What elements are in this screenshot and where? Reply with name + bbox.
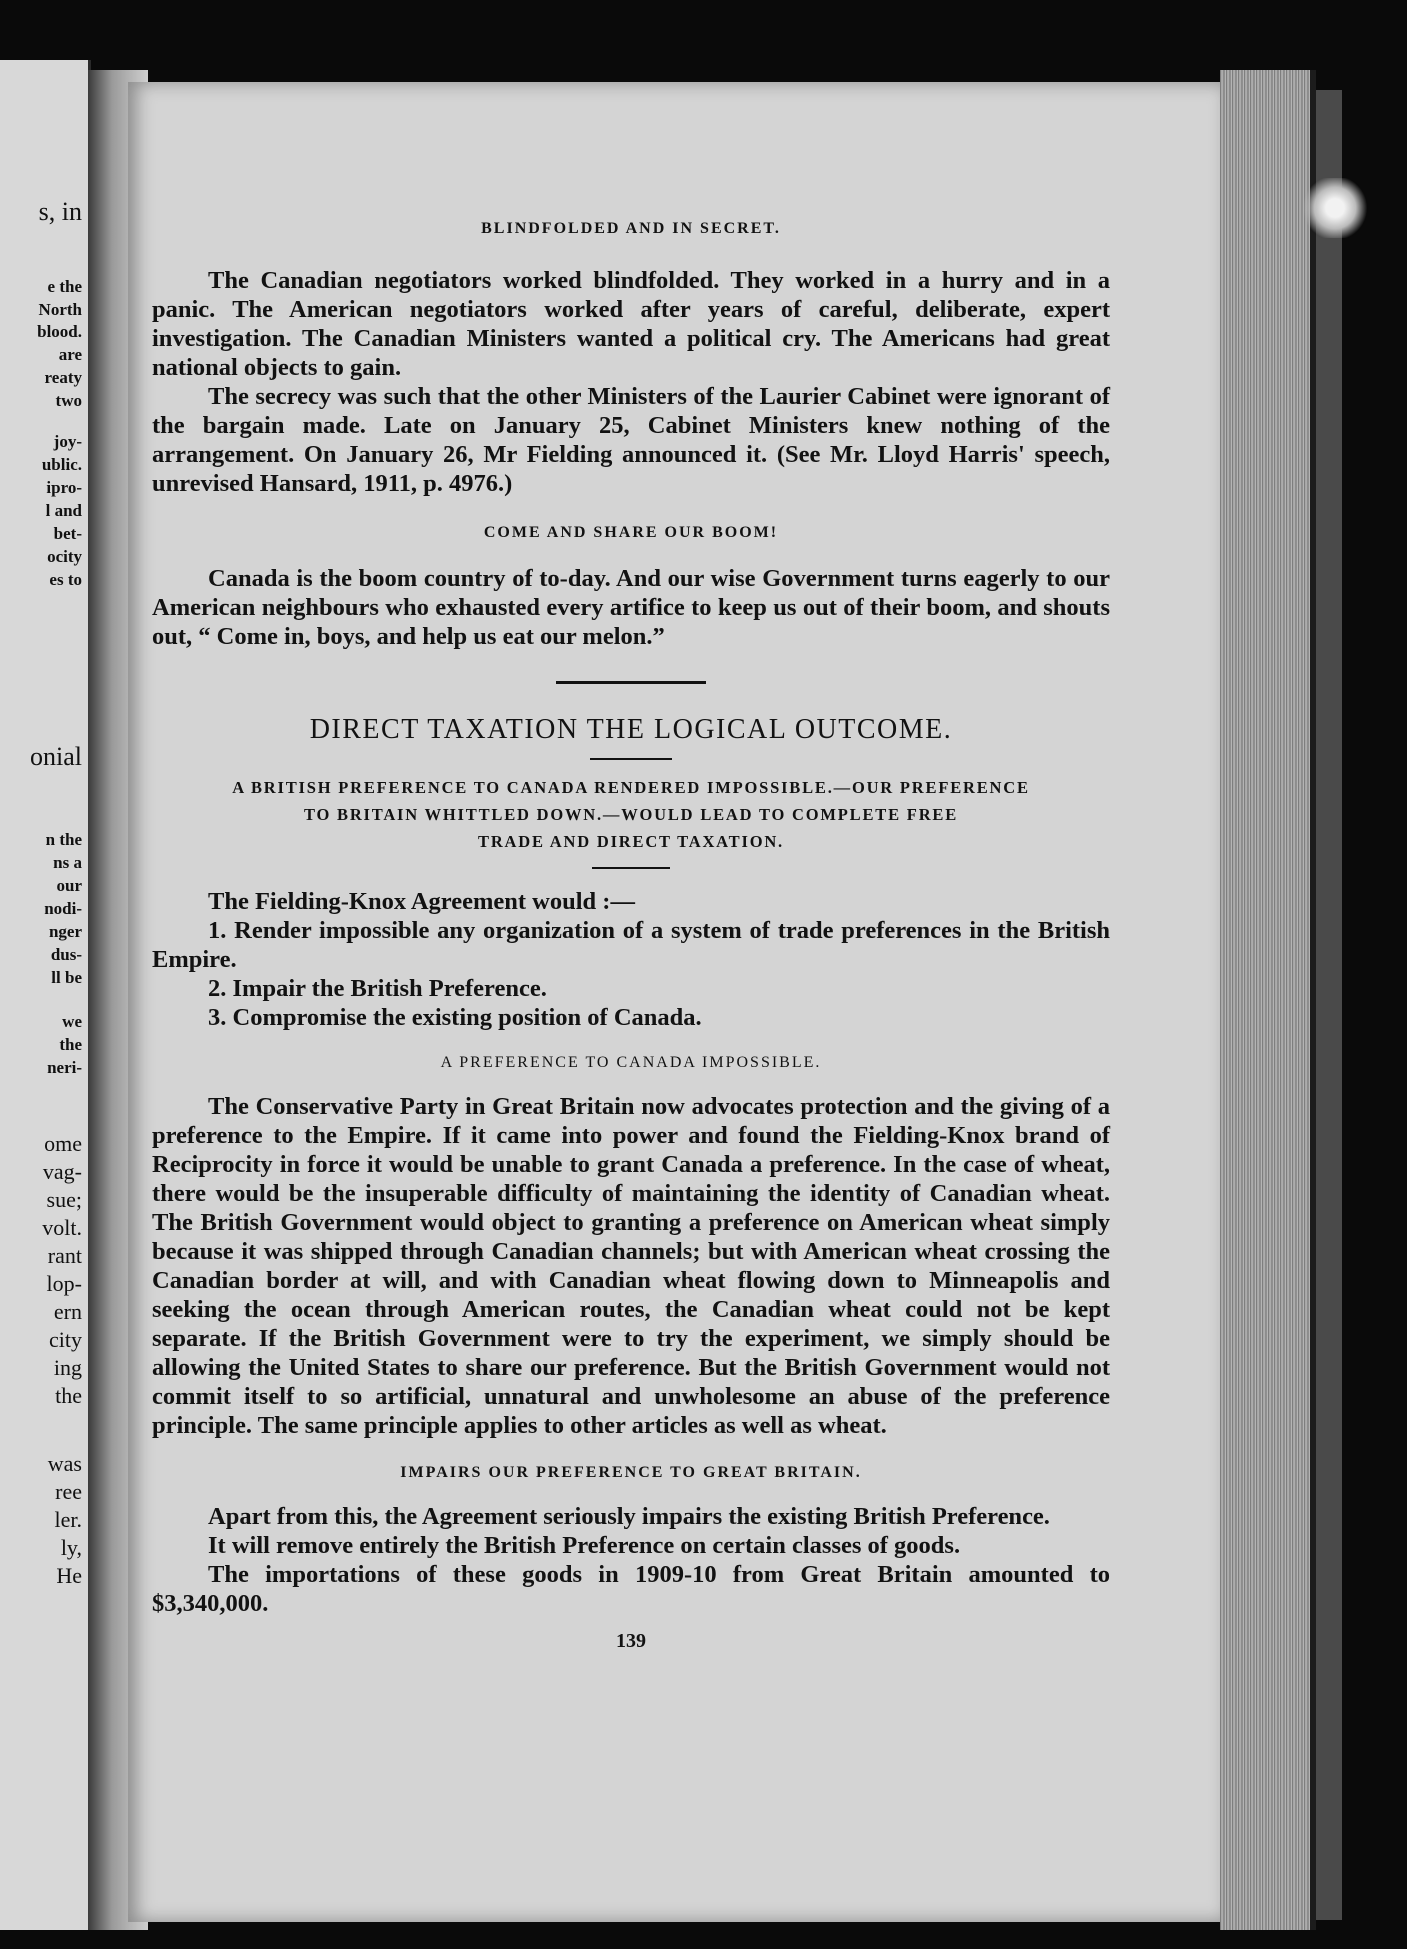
facing-page-fragment: dus- [50,945,82,964]
facing-page-fragment: the [59,1035,82,1054]
paragraph: Apart from this, the Agreement seriously impairs the existing British Preference. [208,1503,1050,1530]
section-heading-blindfolded: BLINDFOLDED AND IN SECRET. [481,220,781,237]
facing-page-fragment: our [56,876,82,895]
facing-page-fragment: joy- [53,432,82,451]
page-edges [1220,70,1316,1930]
subheading-line: TRADE AND DIRECT TAXATION. [478,832,784,851]
facing-page-fragment: nodi- [44,899,82,918]
list-item: 2. Impair the British Preference. [208,975,547,1002]
page-content [152,220,1110,1653]
facing-page-fragment: ly, [60,1535,82,1560]
paragraph: The Canadian negotiators worked blindfolded. They worked in a hurry and in a panic. The American negotiators worked after years of careful, deliberate, expert investigation. The Canadian Ministers wanted a political cry. The Americans had great national objects to gain. [152,267,1110,381]
facing-page-fragment: vag- [42,1159,82,1184]
facing-page-fragment: volt. [42,1215,82,1240]
facing-page-fragment: ublic. [41,455,82,474]
section-heading-preference: A PREFERENCE TO CANADA IMPOSSIBLE. [440,1054,822,1071]
facing-page-fragment: rant [47,1243,82,1268]
facing-page-fragment: l and [45,501,82,520]
list-item: 3. Compromise the existing position of Canada. [208,1004,702,1031]
facing-page-fragment: s, in [38,197,82,226]
subheading-line: A BRITISH PREFERENCE TO CANADA RENDERED IMPOSSIBLE.—OUR PREFERENCE [232,778,1030,797]
major-heading: DIRECT TAXATION THE LOGICAL OUTCOME. [309,714,953,745]
paragraph: It will remove entirely the British Preference on certain classes of goods. [208,1532,961,1559]
facing-page-fragment: we [62,1012,82,1031]
section-heading-impairs: IMPAIRS OUR PREFERENCE TO GREAT BRITAIN. [400,1464,862,1481]
facing-page-fragment: ree [55,1479,82,1504]
paragraph: The secrecy was such that the other Ministers of the Laurier Cabinet were ignorant of the bargain made. Late on January 25, Cabinet Ministers knew nothing of the arrangement. On January 26, Mr Fielding announced it. (See Mr. Lloyd Harris' speech, unrevised Hansard, 1911, p. 4976.) [152,383,1110,497]
book-cover-edge [1316,90,1342,1920]
facing-page-fragment: lop- [46,1271,82,1296]
facing-page-fragment: ll be [51,968,82,987]
facing-page-fragment: two [55,391,82,410]
section-heading-boom: COME AND SHARE OUR BOOM! [483,524,779,541]
facing-page-fragment: es to [49,570,82,589]
subheading-line: TO BRITAIN WHITTLED DOWN.—WOULD LEAD TO COMPLETE FREE [303,805,959,824]
facing-page-fragment: onial [30,742,82,771]
facing-page-fragment: blood. [37,322,82,341]
list-item: 1. Render impossible any organization of a system of trade preferences in the British Empire. [152,917,1110,973]
list-intro: The Fielding-Knox Agreement would :— [208,888,635,915]
facing-page-fragment: ing [53,1355,82,1380]
facing-page-fragment: sue; [46,1187,82,1212]
paragraph: Canada is the boom country of to-day. And our wise Government turns eagerly to our American neighbours who exhausted every artifice to keep us out of their boom, and shouts out, “ Come in, boys, and help us eat our melon.” [152,565,1110,650]
facing-page-fragment: city [49,1327,82,1352]
page-number: 139 [616,1630,646,1652]
facing-page-fragment: He [56,1563,82,1588]
facing-page-fragment: the [55,1383,82,1408]
facing-page-fragment: ipro- [46,478,82,497]
facing-page-fragment: neri- [47,1058,82,1077]
facing-page-fragment: nger [48,922,82,941]
paragraph: The Conservative Party in Great Britain now advocates protection and the giving of a preference to the Empire. If it came into power and found the Fielding-Knox brand of Reciprocity in force it would be unable to grant Canada a preference. In the case of wheat, there would be the insuperable difficulty of maintaining the identity of Canadian wheat. The British Government would object to granting a preference on American wheat simply because it was shipped through Canadian channels; but with American wheat crossing the Canadian border at will, and with Canadian wheat flowing down to Minneapolis and seeking the ocean through American routes, the Canadian wheat could not be kept separate. If the British Government were to try the experiment, we simply should be allowing the United States to share our preference. But the British Government would not commit itself to so artificial, unnatural and unwholesome an abuse of the preference principle. The same principle applies to other articles as well as wheat. [152,1093,1110,1439]
facing-page-fragment: North [38,300,82,319]
facing-page-fragment: bet- [53,524,82,543]
paragraph: The importations of these goods in 1909-10 from Great Britain amounted to $3,340,000. [152,1561,1110,1617]
paper-blemish [1300,178,1370,238]
facing-page-fragment: are [58,345,82,364]
facing-page-fragment: was [47,1451,82,1476]
facing-page [0,60,91,1930]
facing-page-fragment: e the [47,277,82,296]
facing-page-fragment: ler. [54,1507,82,1532]
facing-page-fragment: ern [53,1299,82,1324]
facing-page-fragment: reaty [44,368,82,387]
facing-page-fragment: ns a [53,853,82,872]
facing-page-fragment: n the [45,830,82,849]
facing-page-fragment: ocity [47,547,82,566]
facing-page-fragment: ome [44,1131,82,1156]
